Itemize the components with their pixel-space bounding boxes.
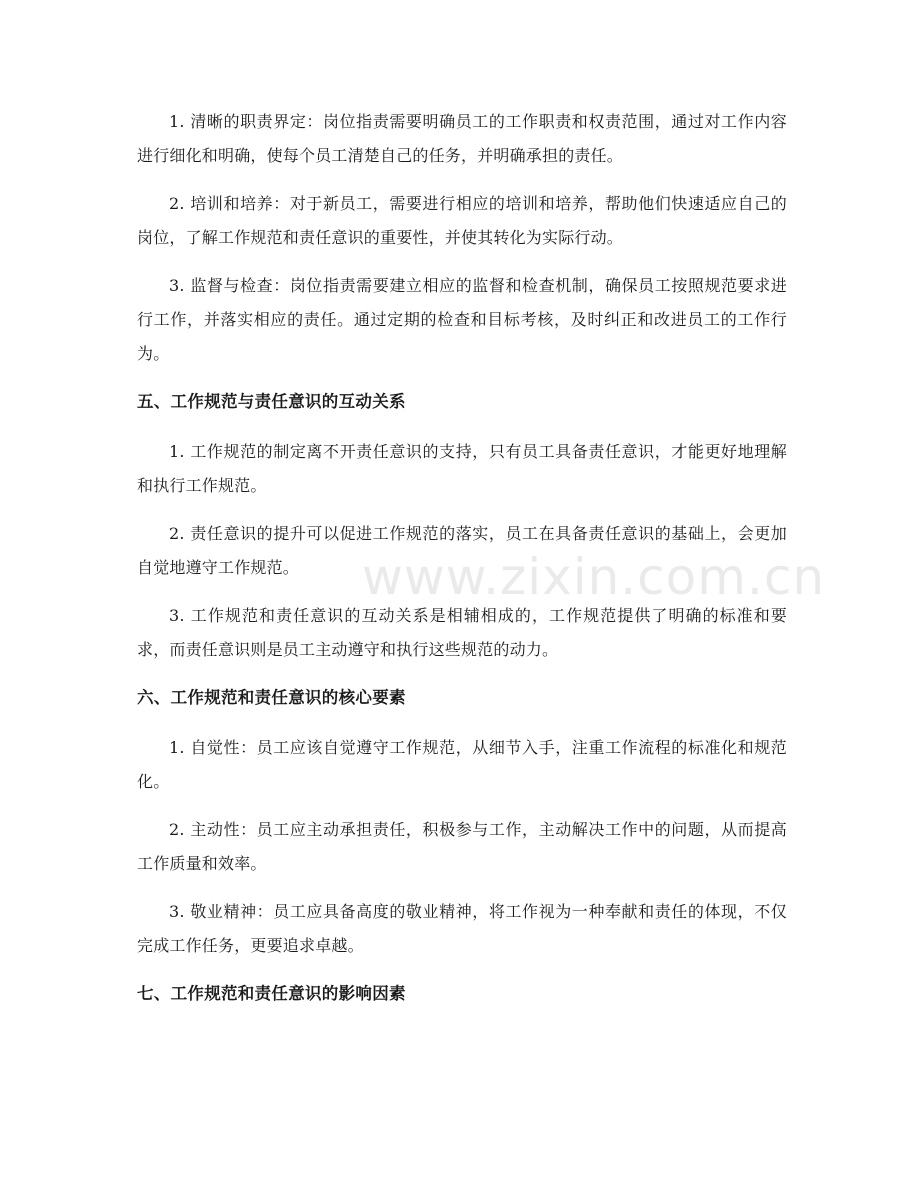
paragraph-core-3: 3. 敬业精神：员工应具备高度的敬业精神，将工作视为一种奉献和责任的体现，不仅完成工作任务，更要追求卓越。 xyxy=(137,902,787,955)
paragraph-supervision: 3. 监督与检查：岗位指责需要建立相应的监督和检查机制，确保员工按照规范要求进行工作，并落实相应的责任。通过定期的检查和目标考核，及时纠正和改进员工的工作行为。 xyxy=(137,276,787,363)
paragraph-core-1: 1. 自觉性：员工应该自觉遵守工作规范，从细节入手，注重工作流程的标准化和规范化。 xyxy=(137,738,787,791)
paragraph-clear-duties: 1. 清晰的职责界定：岗位指责需要明确员工的工作职责和权责范围，通过对工作内容进行细化和明确，使每个员工清楚自己的任务，并明确承担的责任。 xyxy=(137,112,787,165)
paragraph-training: 2. 培训和培养：对于新员工，需要进行相应的培训和培养，帮助他们快速适应自己的岗位，了解工作规范和责任意识的重要性，并使其转化为实际行动。 xyxy=(137,194,787,247)
watermark: www.zixin.com.cn xyxy=(362,548,826,606)
paragraph-interaction-1: 1. 工作规范的制定离不开责任意识的支持，只有员工具备责任意识，才能更好地理解和执行工作规范。 xyxy=(137,442,787,495)
section-heading-6: 六、工作规范和责任意识的核心要素 xyxy=(137,688,406,707)
paragraph-interaction-2: 2. 责任意识的提升可以促进工作规范的落实，员工在具备责任意识的基础上，会更加自觉地遵守工作规范。 xyxy=(137,524,787,577)
paragraph-interaction-3: 3. 工作规范和责任意识的互动关系是相辅相成的，工作规范提供了明确的标准和要求，而责任意识则是员工主动遵守和执行这些规范的动力。 xyxy=(137,606,787,659)
section-heading-5: 五、工作规范与责任意识的互动关系 xyxy=(137,392,406,411)
paragraph-core-2: 2. 主动性：员工应主动承担责任，积极参与工作，主动解决工作中的问题，从而提高工作质量和效率。 xyxy=(137,820,787,873)
section-heading-7: 七、工作规范和责任意识的影响因素 xyxy=(137,984,406,1003)
document-body xyxy=(137,105,787,1027)
